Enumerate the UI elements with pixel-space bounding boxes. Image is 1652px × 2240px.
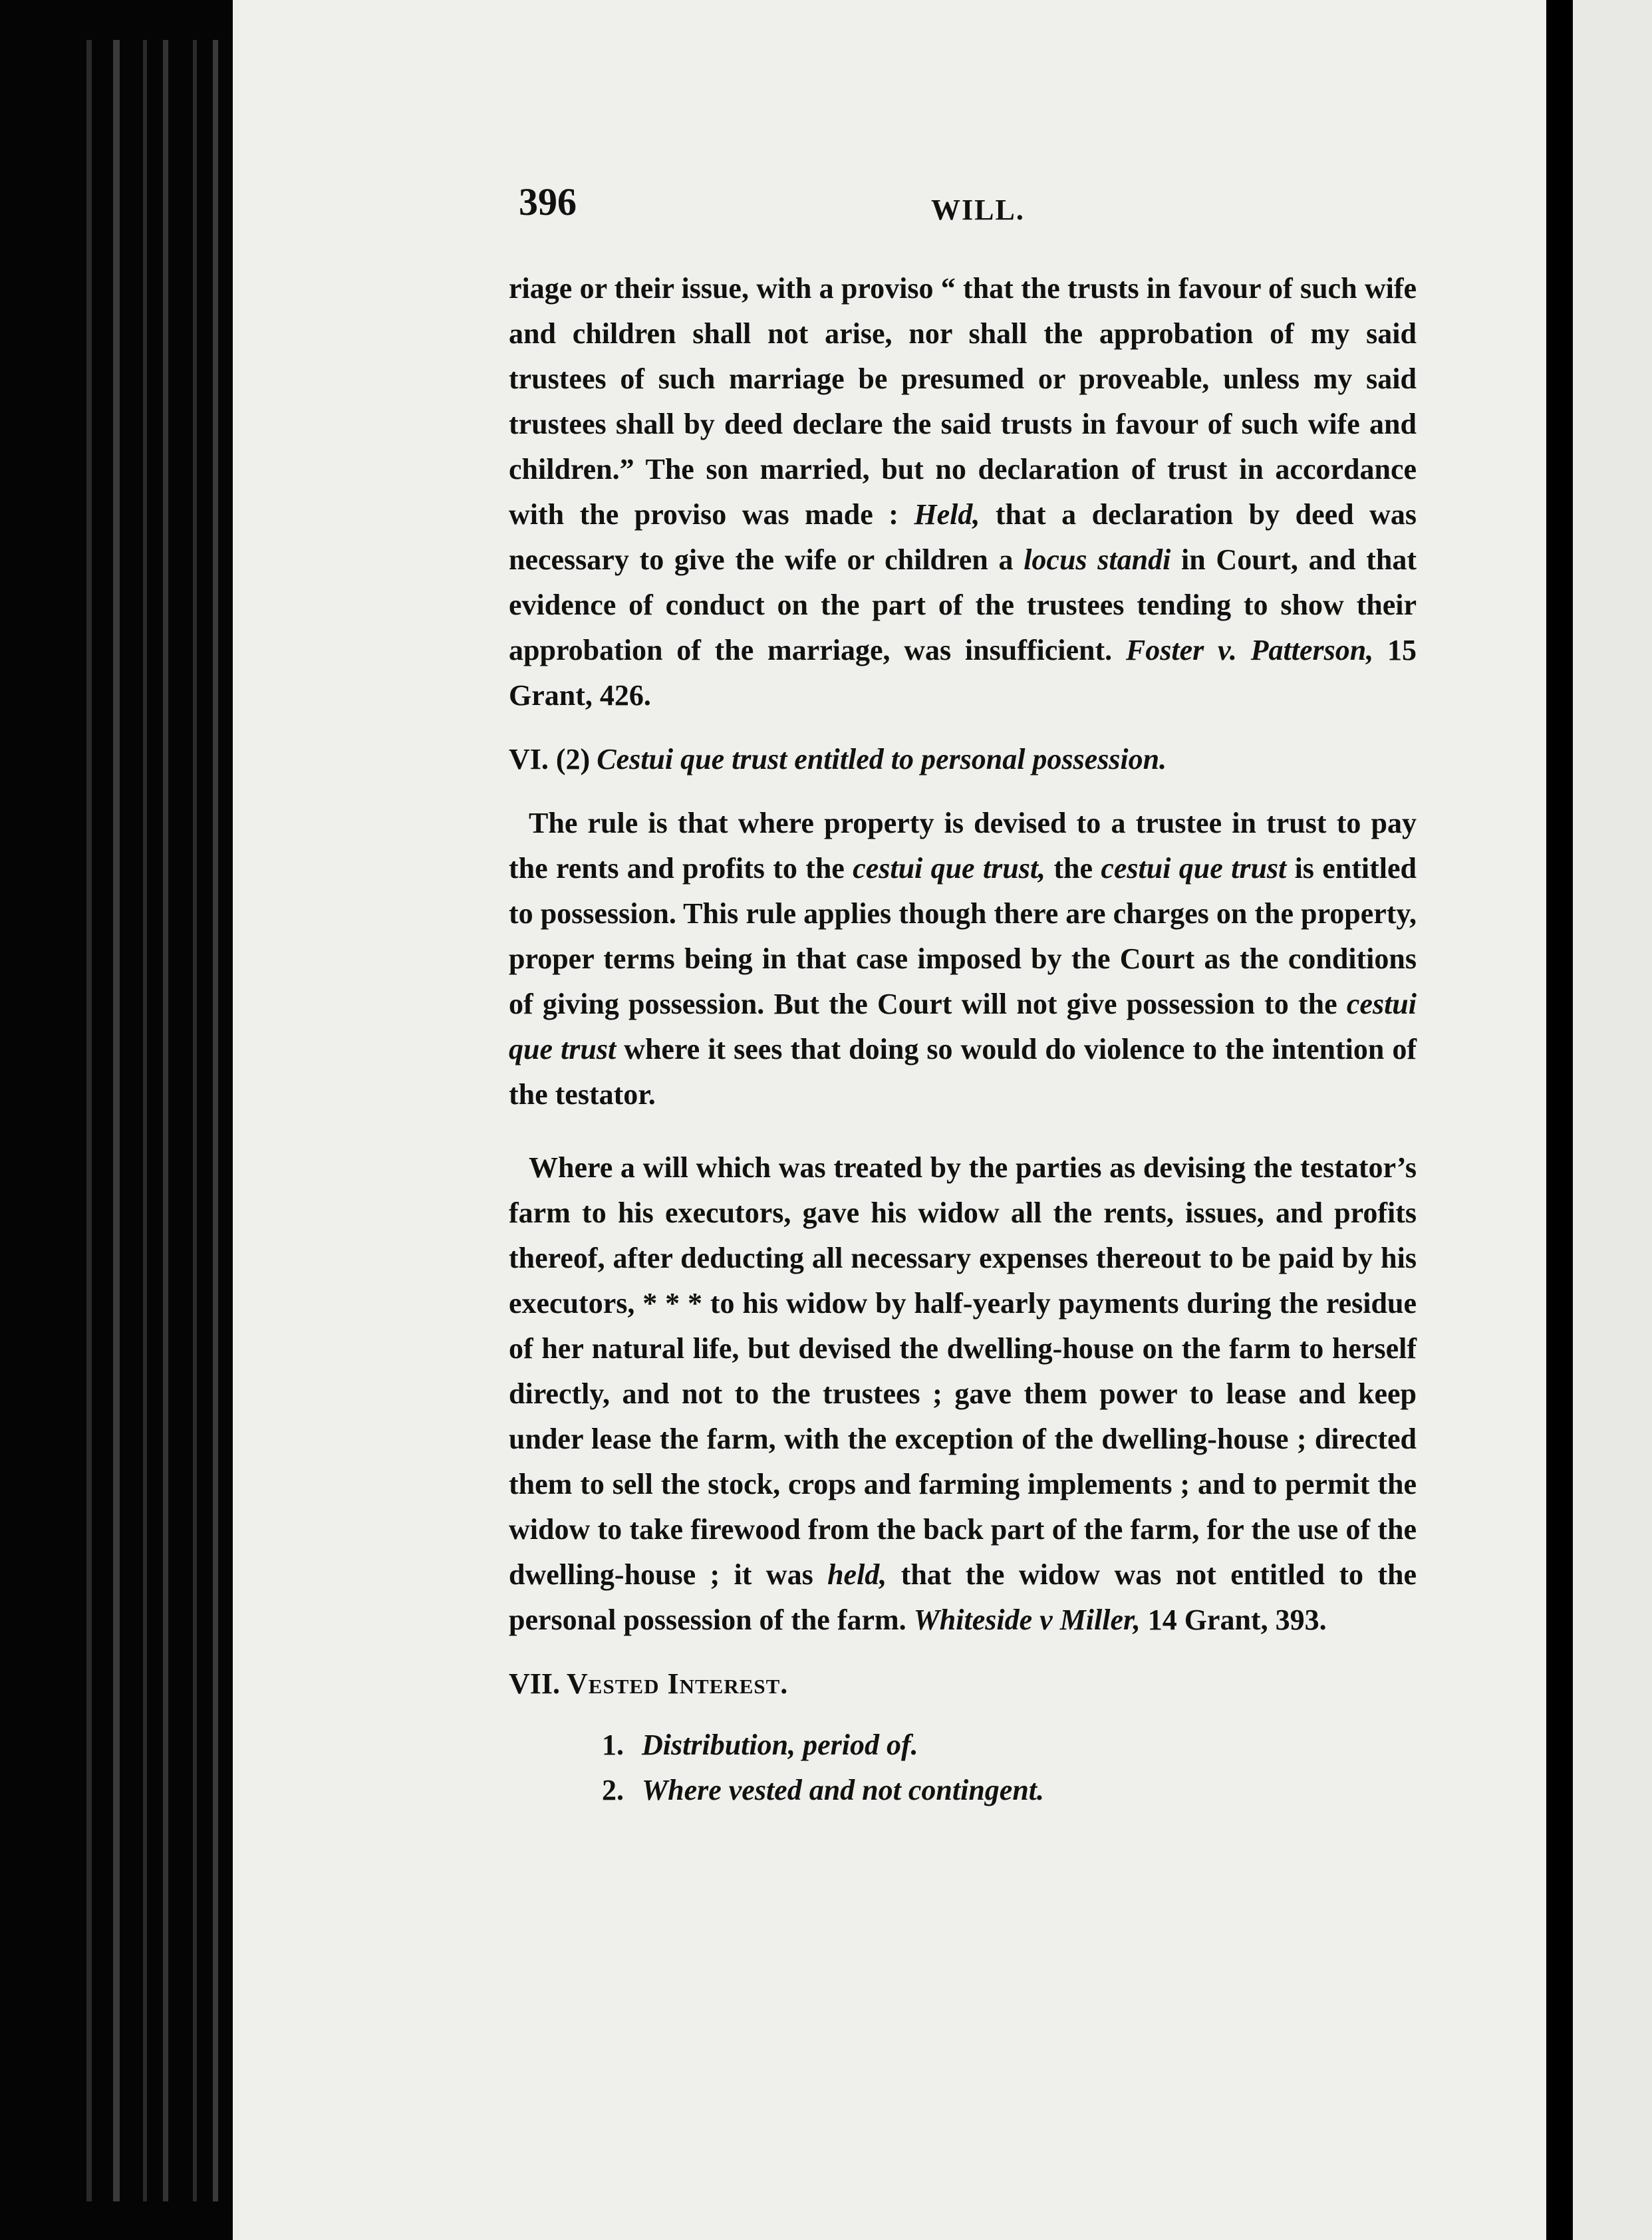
paragraph xyxy=(509,1145,1417,1643)
paragraph-text: that the widow was not entitled to the personal possession of the farm. xyxy=(509,1558,1417,1636)
paragraph-text: where it sees that doing so would do violence to the intention of the testator. xyxy=(509,1033,1417,1111)
page-header xyxy=(519,180,1423,233)
paragraph-text: The rule is that where property is devised to a trustee in trust to pay the rents and profits to the xyxy=(509,807,1417,885)
paragraph xyxy=(509,801,1417,1117)
case-citation: 14 Grant, 393. xyxy=(1140,1604,1327,1636)
binding-strip xyxy=(143,40,147,2201)
binding-strip xyxy=(113,40,120,2201)
italic-term: cestui que trust, xyxy=(853,852,1046,885)
section-number: VI. (2) xyxy=(509,743,591,775)
section-number: VII. xyxy=(509,1667,561,1700)
binding-margin xyxy=(0,0,233,2240)
section-heading xyxy=(509,1661,1417,1707)
binding-strip xyxy=(193,40,197,2201)
list-item-label: Where vested and not contingent. xyxy=(642,1774,1045,1806)
binding-strip xyxy=(163,40,168,2201)
italic-term: Held, xyxy=(914,498,980,531)
italic-term: cestui que trust xyxy=(1101,852,1287,885)
list-item xyxy=(602,1723,1417,1768)
paragraph-text: the xyxy=(1045,852,1101,885)
list-item-number: 1. xyxy=(602,1729,624,1761)
case-name: Foster v. Patterson, xyxy=(1125,634,1374,666)
paragraph-text: Where a will which was treated by the parties as devising the testator’s farm to his executors, gave his widow all the rents, issues, and profits thereof, after deducting all necessary expenses thereout to be paid by his executors, * * * to his widow by half-yearly payments during the residue of her natural life, but devised the dwelling-house on the farm to herself directly, and not to the trustees ; gave them power to lease and keep under lease the farm, with the exception of the dwelling-house ; directed them to sell the stock, crops and farming implements ; and to permit the widow to take firewood from the back part of the farm, for the use of the dwelling-house ; it was xyxy=(509,1151,1417,1591)
section-title: Cestui que trust entitled to personal possession. xyxy=(597,743,1167,775)
case-citation: 15 Grant, 426. xyxy=(509,634,1417,712)
next-page-edge xyxy=(1573,0,1652,2240)
paragraph-text: is entitled to possession. This rule applies though there are charges on the property, proper terms being in that case imposed by the Court as the conditions of giving possession. But the Court will not give possession to the xyxy=(509,852,1417,1020)
section-heading xyxy=(509,737,1417,782)
italic-term: locus standi xyxy=(1024,543,1171,576)
italic-term: cestui que trust xyxy=(509,988,1417,1065)
list-item-number: 2. xyxy=(602,1774,624,1806)
running-head: WILL. xyxy=(931,194,1025,226)
paragraph-text: that a declaration by deed was necessary to give the wife or children a xyxy=(509,498,1417,576)
subsection-list xyxy=(602,1723,1417,1813)
paragraph-text: riage or their issue, with a proviso “ that the trusts in favour of such wife and children shall not arise, nor shall the approbation of my said trustees of such marriage be presumed or proveable, unless my said trustees shall by deed declare the said trusts in favour of such wife and children.” The son married, but no declaration of trust in accordance with the proviso was made : xyxy=(509,272,1417,531)
paragraph-text: in Court, and that evidence of conduct on the part of the trustees tending to show their approbation of the marriage, was insufficient. xyxy=(509,543,1417,666)
section-title: Vested Interest. xyxy=(567,1667,789,1700)
page-gutter xyxy=(1546,0,1573,2240)
case-name: Whiteside v Miller, xyxy=(913,1604,1141,1636)
binding-strip xyxy=(86,40,92,2201)
paragraph xyxy=(509,266,1417,718)
page-number: 396 xyxy=(519,180,577,223)
list-item-label: Distribution, period of. xyxy=(642,1729,918,1761)
list-item xyxy=(602,1768,1417,1813)
italic-term: held, xyxy=(827,1558,887,1591)
page-body xyxy=(509,266,1417,1813)
binding-strip xyxy=(213,40,218,2201)
